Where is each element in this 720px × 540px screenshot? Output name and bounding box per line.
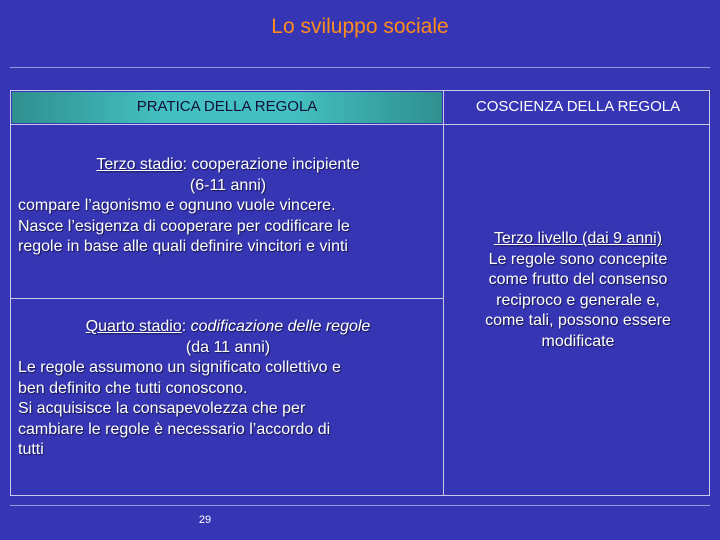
header-row-divider-right <box>443 124 710 125</box>
level-three-line-1: Le regole sono concepite <box>488 250 668 268</box>
stage-four-cell <box>18 317 438 461</box>
stage-divider <box>10 298 443 299</box>
top-divider <box>10 67 710 68</box>
column-divider <box>443 90 444 496</box>
level-three-line-4: come tali, possono essere <box>485 312 671 329</box>
stage-three-sep: : <box>182 156 192 173</box>
stage-three-line-3: regole in base alle quali definire vincitori e vinti <box>18 238 348 255</box>
stage-four-line-4: cambiare le regole è necessario l’accordo di <box>18 420 331 438</box>
stage-four-sep: : <box>181 318 191 335</box>
level-three-line-3: reciproco e generale e, <box>496 291 660 309</box>
stage-three-age: (6-11 anni) <box>189 176 267 194</box>
stage-three-cell <box>18 155 438 258</box>
header-left: PRATICA DELLA REGOLA <box>136 98 318 115</box>
level-three-label: Terzo livello (dai 9 anni) <box>493 230 663 247</box>
stage-four-label: Quarto stadio <box>85 318 182 335</box>
level-three-line-2: come frutto del consenso <box>488 271 668 288</box>
bottom-divider <box>10 505 710 506</box>
stage-three-title <box>18 155 438 176</box>
stage-four-age: (da 11 anni) <box>185 338 271 356</box>
stage-three-line-1: compare l’agonismo e ognuno vuole vincere. <box>18 197 336 214</box>
stage-three-line-2: Nasce l’esigenza di cooperare per codificare le <box>18 217 350 235</box>
stage-four-line-5: tutti <box>18 441 44 458</box>
stage-three-heading: cooperazione incipiente <box>191 156 360 173</box>
level-three-cell <box>450 229 706 352</box>
level-three-line-5: modificate <box>541 332 615 350</box>
stage-four-line-1: Le regole assumono un significato collettivo e <box>18 359 341 376</box>
page-number: 29 <box>198 514 212 526</box>
stage-four-line-2: ben definito che tutti conoscono. <box>18 379 248 397</box>
slide-title: Lo sviluppo sociale <box>271 15 449 38</box>
stage-four-title <box>18 317 438 338</box>
stage-four-heading: codificazione delle regole <box>190 318 371 335</box>
header-row-divider-left <box>10 124 443 125</box>
stage-three-label: Terzo stadio <box>96 156 183 173</box>
header-right: COSCIENZA DELLA REGOLA <box>475 98 681 115</box>
stage-four-line-3: Si acquisisce la consapevolezza che per <box>18 400 306 417</box>
